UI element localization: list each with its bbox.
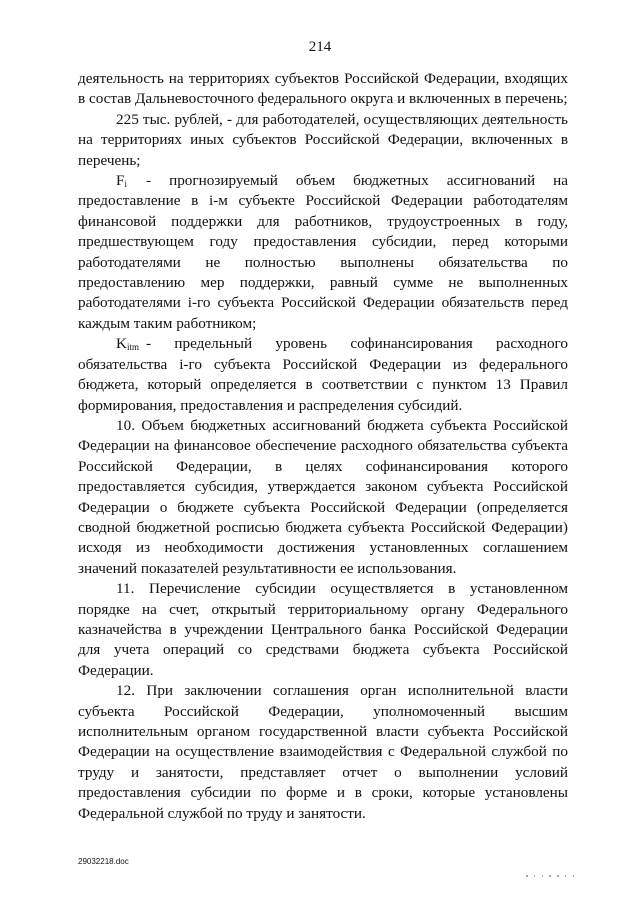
- paragraph-5: 10. Объем бюджетных ассигнований бюджета субъекта Российской Федерации на финансовое обеспечение расходного обязательства субъекта Российской Федерации, в целях софинансирования которого предоставляется субсидия, утверждается законом субъекта Российской Федерации о бюджете субъекта Российской Федерации (определяется сводной бюджетной росписью бюджета субъекта Российской Федерации) исходя из необходимости достижения установленных соглашением значений показателей результативности ее использования.: [78, 416, 568, 577]
- paragraph-4: [78, 334, 568, 416]
- variable-k-letter: K: [116, 335, 127, 353]
- paragraph-3: [78, 171, 568, 334]
- footer-doc-id: 29032218.doc: [78, 857, 129, 866]
- scan-noise-dots: [526, 875, 574, 881]
- paragraph-7: 12. При заключении соглашения орган исполнительной власти субъекта Российской Федерации, уполномоченный высшим исполнительным органом государственной власти субъекта Российской Федерации на осуществление взаимодействия с Федеральной службой по труду и занятости, представляет отчет о выполнении условий предоставления субсидии по форме и в сроки, которые установлены Федеральной службой по труду и занятости.: [78, 682, 568, 822]
- paragraph-3-text: - прогнозируемый объем бюджетных ассигнований на предоставление в i-м субъекте Российской Федерации работодателям финансовой поддержки для работников, трудоустроенных в году, предшествующем году предоставления субсидии, перед которыми работодателями не полностью выполнены обязательства по предоставлению мер поддержки, равный сумме не выполненных работодателями i-го субъекта Российской Федерации обязательств перед каждым таким работником;: [78, 172, 568, 332]
- variable-f-symbol: [116, 171, 146, 191]
- document-body: [78, 69, 568, 824]
- paragraph-6: 11. Перечисление субсидии осуществляется в установленном порядке на счет, открытый территориальному органу Федерального казначейства в учреждении Центрального банка Российской Федерации для учета операций со средствами бюджета субъекта Российской Федерации.: [78, 580, 568, 679]
- variable-k-subscript: itm: [126, 342, 139, 353]
- variable-f-letter: F: [116, 172, 125, 190]
- variable-f-subscript: i: [124, 179, 127, 190]
- page-number: 214: [308, 39, 332, 55]
- variable-k-symbol: [116, 334, 146, 354]
- paragraph-4-text: - предельный уровень софинансирования расходного обязательства i-го субъекта Российской Федерации из федерального бюджета, который определяется в соответствии с пунктом 13 Правил формирования, предоставления и распределения субсидий.: [78, 335, 568, 414]
- paragraph-1: деятельность на территориях субъектов Российской Федерации, входящих в состав Дальневосточного федерального округа и включенных в перечень;: [78, 70, 568, 108]
- paragraph-2: 225 тыс. рублей, - для работодателей, осуществляющих деятельность на территориях иных субъектов Российской Федерации, включенных в перечень;: [78, 110, 568, 169]
